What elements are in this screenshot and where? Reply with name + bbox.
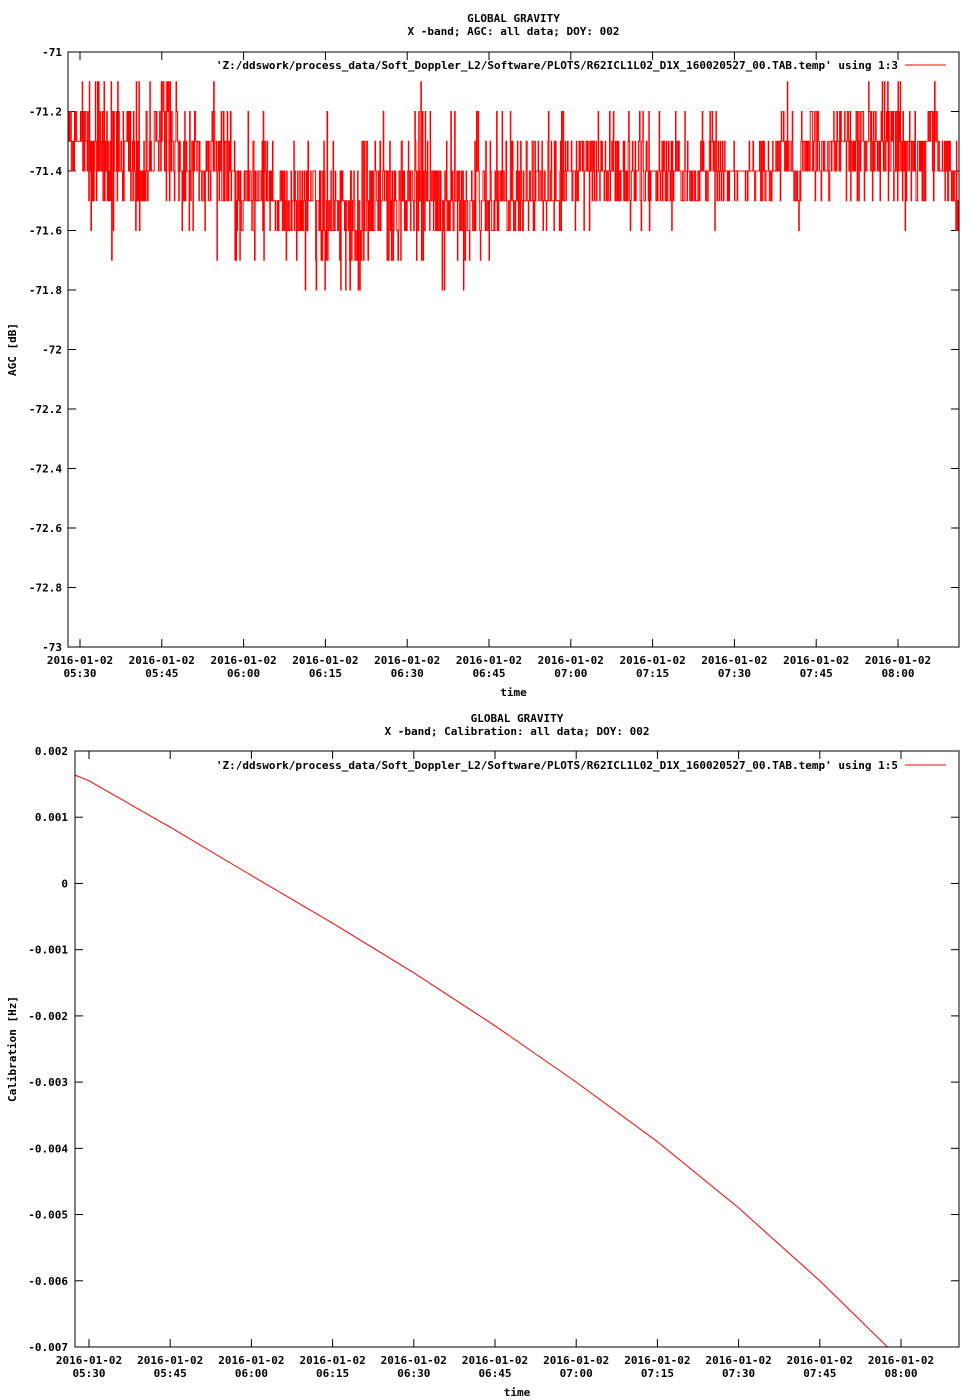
y-tick-label: -72.2 [28,403,62,416]
y-tick-label: -72.8 [28,581,62,595]
x-tick-time-label: 07:15 [636,667,670,680]
y-tick-label: -0.004 [28,1142,68,1156]
x-tick-time-label: 06:15 [308,667,342,680]
x-tick-time-label: 08:00 [884,1367,918,1380]
x-tick-time-label: 06:30 [397,1367,431,1380]
legend-label: 'Z:/ddswork/process_data/Soft_Doppler_L2/Software/PLOTS/R62ICL1L02_D1X_160020527_00.TAB.temp' using 1:3 [215,59,898,72]
y-tick-label: 0.001 [34,811,68,825]
y-tick-label: -0.005 [28,1208,68,1222]
x-tick-date-label: 2016-01-02 [46,654,114,667]
x-tick-date-label: 2016-01-02 [210,654,277,667]
x-tick-date-label: 2016-01-02 [543,1354,610,1367]
chart-subtitle: X -band; AGC: all data; DOY: 002 [407,25,620,38]
x-tick-time-label: 06:45 [478,1367,512,1380]
x-tick-time-label: 06:15 [316,1367,350,1380]
y-axis-label: Calibration [Hz] [6,996,19,1102]
x-tick-date-label: 2016-01-02 [455,654,523,667]
x-tick-time-label: 07:30 [722,1367,756,1380]
x-tick-date-label: 2016-01-02 [705,1354,772,1367]
x-tick-date-label: 2016-01-02 [218,1354,285,1367]
x-tick-date-label: 2016-01-02 [537,654,604,667]
x-tick-time-label: 07:00 [559,1367,593,1380]
x-tick-date-label: 2016-01-02 [624,1354,691,1367]
x-axis-label: time [503,1386,531,1399]
x-tick-time-label: 07:15 [640,1367,674,1380]
x-tick-date-label: 2016-01-02 [55,1354,123,1367]
data-series-line [64,82,963,290]
y-tick-label: -72.6 [28,522,62,535]
x-tick-date-label: 2016-01-02 [299,1354,366,1367]
y-tick-label: -71.8 [28,284,62,297]
data-series-line [73,774,966,1400]
x-tick-time-label: 07:00 [554,667,588,680]
chart-title: GLOBAL GRAVITY [467,12,560,25]
y-tick-label: -0.003 [28,1076,68,1090]
x-tick-date-label: 2016-01-02 [701,654,768,667]
x-tick-date-label: 2016-01-02 [380,1354,447,1367]
y-tick-label: -0.001 [28,943,68,957]
y-tick-label: -71 [42,46,62,59]
x-tick-time-label: 05:45 [153,1367,187,1380]
x-tick-time-label: 07:30 [717,667,751,680]
x-tick-time-label: 06:30 [390,667,424,680]
x-tick-time-label: 05:45 [145,667,179,680]
y-tick-label: -0.006 [28,1274,68,1288]
plot-frame [75,751,959,1347]
y-tick-label: -0.007 [28,1341,68,1354]
y-tick-label: 0.002 [34,745,68,758]
x-tick-date-label: 2016-01-02 [786,1354,853,1367]
x-tick-time-label: 08:00 [881,667,915,680]
x-tick-date-label: 2016-01-02 [864,654,932,667]
chart-title: GLOBAL GRAVITY [470,712,564,725]
x-tick-date-label: 2016-01-02 [128,654,195,667]
x-axis-label: time [500,686,527,699]
calibration-chart [6,712,966,1400]
x-tick-time-label: 07:45 [799,667,833,680]
y-tick-label: 0 [61,877,68,891]
x-tick-date-label: 2016-01-02 [374,654,441,667]
y-tick-label: -73 [42,641,62,654]
x-tick-time-label: 05:30 [72,1367,106,1380]
x-tick-time-label: 06:45 [472,667,506,680]
x-tick-date-label: 2016-01-02 [137,1354,204,1367]
x-tick-date-label: 2016-01-02 [867,1354,935,1367]
x-tick-time-label: 07:45 [803,1367,837,1380]
x-tick-date-label: 2016-01-02 [783,654,850,667]
x-tick-date-label: 2016-01-02 [619,654,686,667]
x-tick-date-label: 2016-01-02 [461,1354,529,1367]
agc-chart [6,12,963,699]
y-tick-label: -71.4 [28,165,62,178]
y-tick-label: -72.4 [28,462,62,476]
y-tick-label: -0.002 [28,1009,68,1023]
legend-label: 'Z:/ddswork/process_data/Soft_Doppler_L2/Software/PLOTS/R62ICL1L02_D1X_160020527_00.TAB.temp' using 1:5 [215,759,898,772]
x-tick-date-label: 2016-01-02 [292,654,359,667]
y-tick-label: -71.2 [28,105,62,119]
x-tick-time-label: 05:30 [63,667,97,680]
x-tick-time-label: 06:00 [227,667,261,680]
chart-subtitle: X -band; Calibration: all data; DOY: 002 [384,725,650,738]
y-tick-label: -71.6 [28,224,62,238]
x-tick-time-label: 06:00 [234,1367,268,1380]
y-axis-label: AGC [dB] [6,323,19,376]
y-tick-label: -72 [42,343,62,357]
